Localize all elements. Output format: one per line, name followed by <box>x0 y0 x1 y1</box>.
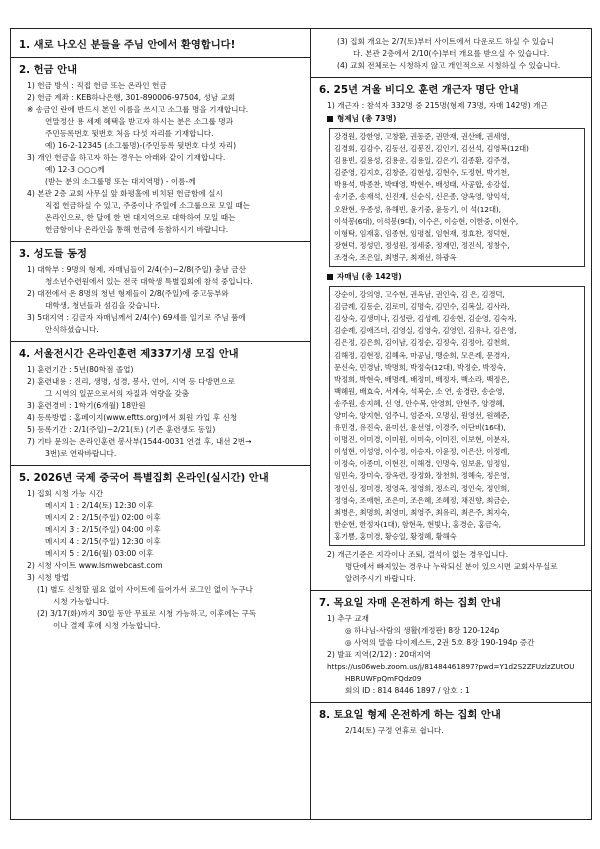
offering-note: ※ 송금인 란에 반드시 본인 이름을 쓰시고 소그룹 명을 기재합니다. <box>27 105 249 114</box>
offering-box: 4) 본관 2층 교회 사무실 앞 화평홀에 비치된 헌금함에 실시 <box>27 189 223 198</box>
name-row: 이성현, 이성영, 이수정, 이승자, 이윤정, 이은산, 이정례, <box>334 447 510 457</box>
attendance-summary: 1) 개근자 : 참석자 332명 중 215명(형제 73명, 자매 142명) 개근 <box>327 101 548 110</box>
name-row: 유민경, 유진숙, 윤미선, 윤선영, 이경주, 이단비(16대), <box>334 423 506 433</box>
section-8-title: 8. 토요일 형제 온전하게 하는 집회 안내 <box>319 709 501 721</box>
viewing-method-item: (2) 3/17(화)까지 30일 동안 무료로 시청 가능하고, 이후에는 구독 <box>37 609 257 618</box>
saturday-note: 2/14(토) 구정 연휴로 쉽니다. <box>345 726 444 735</box>
offering-box-line: 온라인으로, 한 달에 한 번 대지역으로 대학하여 모일 때는 <box>45 213 236 222</box>
name-row: 김상숙, 김생미나, 김성란, 김성례, 김송현, 김순영, 김숙자, <box>334 314 517 324</box>
study-material: ◎ 사역의 말씀 다이제스트, 2권 5호 8장 190-194p 증간 <box>345 638 535 647</box>
name-row: 김준영, 김지호, 김창준, 김현성, 김현수, 도정현, 박기천, <box>334 168 510 178</box>
viewing-method-line: 이나 결제 후에 시청 가능합니다. <box>53 621 161 630</box>
news-item: 3) 5대지역 : 김금자 자매님께서 2/4(수) 69세를 일기로 주님 품에 <box>27 313 246 322</box>
divider <box>11 241 310 242</box>
name-row: 최병은, 최명희, 최영미, 최영주, 최유리, 최은주, 최지숙, <box>334 507 510 517</box>
viewing-method: 3) 시청 방법 <box>27 573 69 582</box>
zoom-link[interactable]: https://us06web.zoom.us/j/81484461897?pwd=Y1d2S2ZFUzlzZUtOU <box>327 662 575 671</box>
viewing-site: 2) 시청 사이트 www.lsmwebcast.com <box>27 561 163 570</box>
training-contact-line: 3번)로 연락바랍니다. <box>45 449 117 458</box>
name-row: 임민숙, 장미숙, 장옥련, 장정화, 장천희, 정혜숙, 정은영, <box>334 471 510 481</box>
section-1-title: 1. 새로 나오신 분들을 주님 안에서 환영합니다! <box>19 39 236 51</box>
name-row: 문신숙, 민경남, 박명희, 박정숙(12대), 박정순, 박정숙, <box>334 362 506 372</box>
brothers-label: 형제님 (총 73명) <box>337 114 397 123</box>
offering-example: 예) 16-2-12345 (소그룹명)-(주민등록 뒷번호 다섯 자리) <box>45 141 237 150</box>
name-row: 김용빈, 김용성, 김용운, 김용일, 김은기, 김종환, 김주경, <box>334 156 510 166</box>
offering-note-line: 연말정산 용 세제 혜택을 받고자 하시는 분은 소그룹 명과 <box>45 117 234 126</box>
name-row: 김순례, 김애즈더, 김영실, 김영숙, 김영인, 김유나, 김은영, <box>334 326 517 336</box>
name-row: 양미숙, 양지현, 엄주니, 엄준자, 오명심, 원영선, 원혜준, <box>334 410 510 420</box>
training-dates: 5) 등록기간 : 2/1(주일)~2/21(토) (기존 훈련생도 동일) <box>27 425 216 434</box>
divider <box>11 57 310 58</box>
divider <box>311 702 591 703</box>
right-column <box>311 29 591 819</box>
attendance-note: 알려주시기 바랍니다. <box>345 574 416 583</box>
sisters-heading <box>327 270 585 283</box>
section-7-title: 7. 목요일 자매 온전하게 하는 집회 안내 <box>319 597 501 609</box>
brothers-name-list <box>329 128 585 267</box>
message-time: 메시지 2 : 2/15(주일) 02:00 이후 <box>45 513 161 522</box>
viewing-method-item: (4) 교회 전체로는 시청하지 않고 개인적으로 시청하실 수 있습니다. <box>337 61 561 70</box>
name-row: 김해정, 김현정, 김혜옥, 마공님, 맹순희, 모은례, 문경자, <box>334 350 510 360</box>
name-row: 홍기쁨, 홍미경, 황승일, 황정혜, 황해숙 <box>334 531 457 541</box>
name-row: 정인심, 정미경, 정영옥, 정영희, 정소리, 정인숙, 정인희, <box>334 483 510 493</box>
offering-box-line: 헌금함이나 온라인을 통해 헌금에 동참하시기 바랍니다. <box>45 225 229 234</box>
section-3-title: 3. 성도들 동정 <box>19 248 87 260</box>
name-row: 조경숙, 조은일, 최병구, 최재선, 하광옥 <box>334 252 457 262</box>
news-item-line: 대학생, 청년들과 섬김을 갖습니다. <box>45 301 160 310</box>
name-row: 이형탁, 임재홍, 임종현, 임평철, 임현재, 정효찬, 정덕현, <box>334 228 510 238</box>
news-item-line: 청소년수련원에서 있는 전국 대학생 특별집회에 참석 중입니다. <box>45 277 253 286</box>
name-row: 이석봉(6대), 이석봉(9대), 이수은, 이승현, 이한중, 이현수, <box>334 216 519 226</box>
zoom-link-cont[interactable]: HBRUWFpQmFQdz09 <box>345 674 422 683</box>
name-row: 김경회, 김감수, 김동선, 김봉진, 김인기, 김선석, 김영복(12대) <box>334 144 529 154</box>
sisters-label: 자매님 (총 142명) <box>337 272 402 282</box>
divider <box>311 590 591 591</box>
training-cost: 3) 훈련경비 : 1학기(6개월) 18만원 <box>27 401 146 410</box>
offering-example-note: (받는 분의 소그룹명 또는 대지역명) - 이름-께 <box>45 177 196 186</box>
conference-times-label: 1) 집회 시청 가능 시간 <box>27 489 104 498</box>
sisters-name-list <box>329 286 585 546</box>
name-row: 백혜원, 배효숙, 서계숙, 석복순, 소 연, 송경란, 송순영, <box>334 386 505 396</box>
viewing-method-line: 다. 본관 2층에서 2/10(수)부터 개요를 받으실 수 있습니다. <box>353 49 550 58</box>
viewing-method-line: 시청 가능합니다. <box>53 597 110 606</box>
attendance-note: 명단에서 빠져있는 경우나 누락되신 분이 있으시면 교회사무실로 <box>345 562 558 571</box>
news-item: 1) 대학부 : 9명의 형제, 자매님들이 2/4(수)~2/8(주일) 충남 금산 <box>27 265 246 274</box>
name-row: 송기준, 송재석, 신진재, 신순식, 신은종, 양옥영, 양익석, <box>334 192 510 202</box>
name-row: 김금례, 김동순, 김로미, 김명숙, 김민수, 김복실, 김사라, <box>334 302 510 312</box>
message-time: 메시지 1 : 2/14(토) 12:30 이후 <box>45 501 154 510</box>
name-row: 정영숙, 조애현, 조은미, 조은혜, 조혜정, 채진향, 최금순, <box>334 495 510 505</box>
name-row: 박용석, 박종찬, 박태영, 박현수, 배성태, 사공합, 송강섭, <box>334 180 510 190</box>
brothers-heading <box>327 112 585 125</box>
section-2-title: 2. 헌금 안내 <box>19 64 78 76</box>
news-item: 2) 대전에서 온 8명의 청년 형제들이 2/8(주일)에 중고등부와 <box>27 289 229 298</box>
name-row: 강경원, 강한영, 고창환, 권동준, 권만재, 권산배, 권세영, <box>334 132 510 141</box>
presenting-district: 2) 발표 지역(2/12) : 20대지역 <box>327 650 431 659</box>
study-material: ◎ 하나님-사람의 생활(개정판) 8장 120-124p <box>345 626 500 635</box>
name-row: 송주원, 송지혜, 신 영, 안수복, 안영희, 안현주, 양경혜, <box>334 398 505 408</box>
study-material-label: 1) 추구 교재 <box>327 614 369 623</box>
training-period: 1) 훈련기간 : 5년(80학점 졸업) <box>27 365 134 374</box>
name-row: 이정숙, 이종미, 이현진, 이해경, 인명숙, 임보윤, 임정임, <box>334 459 510 469</box>
section-4-title: 4. 서울전시간 온라인훈련 제337기생 모집 안내 <box>19 348 239 360</box>
message-time: 메시지 5 : 2/16(월) 03:00 이후 <box>45 549 154 558</box>
section-6-title: 6. 25년 겨울 비디오 훈련 개근자 명단 안내 <box>319 84 519 96</box>
square-bullet-icon <box>327 274 333 280</box>
offering-note-line: 주민등록번호 뒷번호 처음 다섯 자리를 기재합니다. <box>45 129 214 138</box>
message-time: 메시지 3 : 2/15(주일) 04:00 이후 <box>45 525 161 534</box>
message-time: 메시지 4 : 2/15(주일) 12:30 이후 <box>45 537 161 546</box>
offering-example: 예) 12-3 ○○○께 <box>45 165 105 174</box>
name-row: 장현덕, 정성민, 정성원, 정세중, 정재민, 정진식, 정창수, <box>334 240 510 250</box>
training-contact: 7) 기타 문의는 온라인훈련 봉사부(1544-0031 연결 후, 내선 2번→ <box>27 437 252 446</box>
news-item-line: 안식하셨습니다. <box>45 325 99 334</box>
divider <box>311 77 591 78</box>
bulletin-page <box>10 28 592 820</box>
offering-box-line: 직접 헌금하실 수 있고, 주중이나 주일에 소그룹으로 모일 때는 <box>45 201 251 210</box>
training-register: 4) 등록방법 : 홈페이지(www.eftts.org)에서 회원 가입 후 신청 <box>27 413 238 422</box>
training-content: 2) 훈련내용 : 진리, 생명, 성경, 봉사, 언어, 시역 등 다방면으로 <box>27 377 235 386</box>
name-row: 박정희, 박현숙, 배명례, 배정미, 배정자, 백소라, 백정은, <box>334 374 510 384</box>
training-content-line: 그 시역의 일꾼으로서의 자질과 역량을 갖춤 <box>45 389 190 398</box>
offering-personal: 3) 개인 헌금을 하고자 하는 경우는 아래와 같이 기재합니다. <box>27 153 226 162</box>
meeting-id: 회의 ID : 814 8446 1897 / 암호 : 1 <box>345 686 470 695</box>
viewing-method-item: (1) 별도 신청할 필요 없이 사이트에 들어가서 로그인 없이 누구나 <box>37 585 253 594</box>
name-row: 김은정, 김은희, 김이남, 김정순, 김정숙, 김정아, 김천희, <box>334 338 510 348</box>
left-column <box>11 29 311 819</box>
offering-method: 1) 헌금 방식 : 직접 헌금 또는 온라인 헌금 <box>27 81 167 90</box>
offering-account: 2) 헌금 계좌 : KEB하나은행, 301-890006-97504, 성남 교회 <box>27 93 236 102</box>
viewing-method-item: (3) 집회 개요는 2/7(토)부터 사이트에서 다운로드 하실 수 있습니 <box>337 37 554 46</box>
attendance-criteria: 2) 개근기준은 지각이나 조퇴, 결석이 없는 경우입니다. <box>327 550 509 559</box>
square-bullet-icon <box>327 116 333 122</box>
divider <box>11 341 310 342</box>
divider <box>11 465 310 466</box>
name-row: 오완현, 우종성, 유해빈, 윤기중, 윤동기, 이 석(12대), <box>334 204 501 214</box>
name-row: 한순현, 한정자(1대), 함현옥, 현빛나, 홍경순, 홍금숙, <box>334 519 502 529</box>
name-row: 이명진, 이미경, 이미원, 이미숙, 이미진, 이보현, 이분자, <box>334 435 510 445</box>
name-row: 강순이, 강의영, 고수현, 권옥남, 권인숙, 김 은, 김경덕, <box>334 290 505 300</box>
section-5-title: 5. 2026년 국제 중국어 특별집회 온라인(실시간) 안내 <box>19 472 269 484</box>
